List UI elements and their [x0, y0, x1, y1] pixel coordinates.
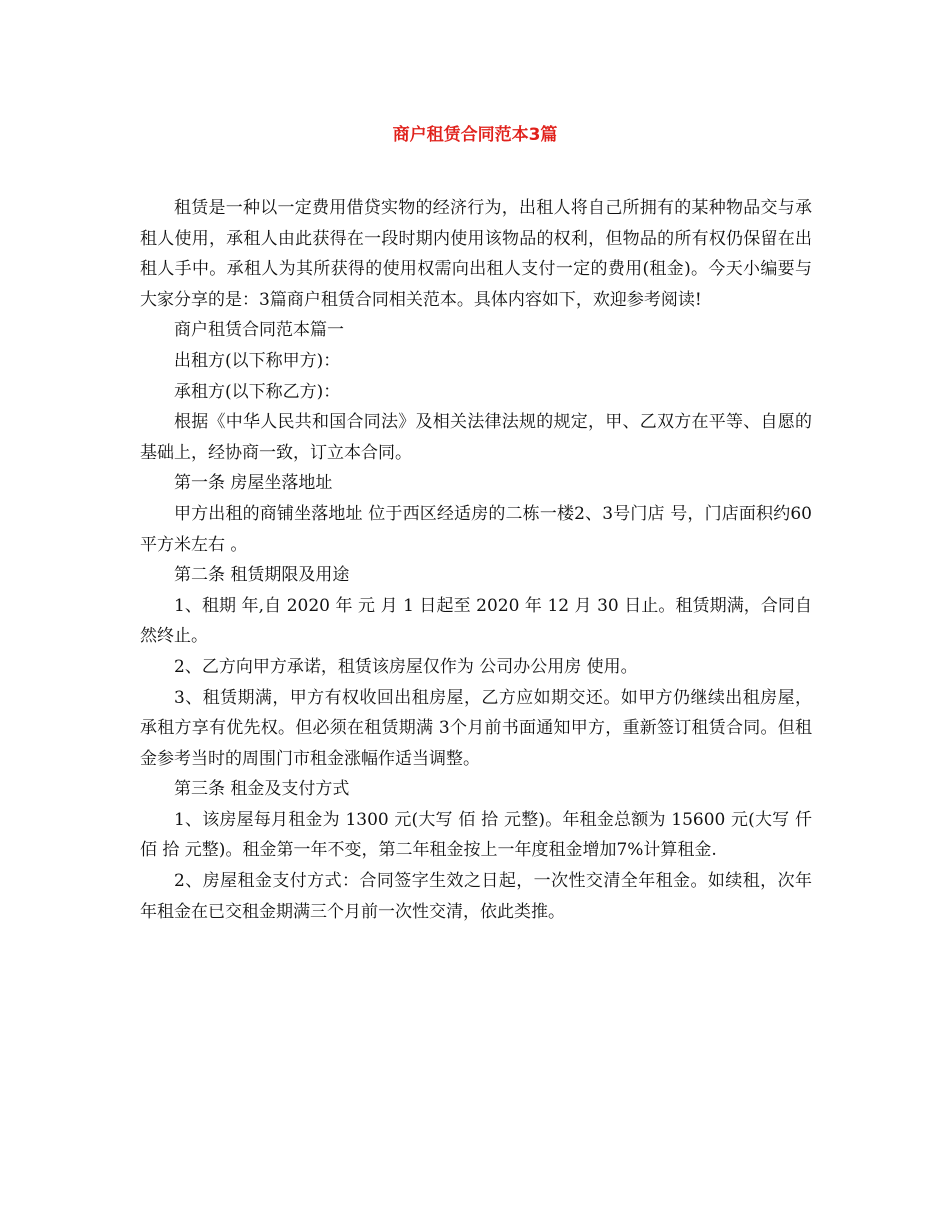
- article-two-clause-2: 2、乙方向甲方承诺，租赁该房屋仅作为 公司办公用房 使用。: [174, 656, 638, 677]
- basis-paragraph: 根据《中华人民共和国合同法》及相关法律法规的规定，甲、乙双方在平等、自愿的基础上，经协商一致，订立本合同。: [140, 412, 812, 463]
- article-three-heading: 第三条 租金及支付方式: [174, 779, 350, 800]
- document-title: 商户租赁合同范本3篇: [392, 125, 558, 145]
- article-two-clause-3: 3、租赁期满，甲方有权收回出租房屋，乙方应如期交还。如甲方仍继续出租房屋，承租方享有优先权。但必须在租赁期满 3个月前书面通知甲方，重新签订租赁合同。但租金参考当时的周围门市租金涨幅作适当调整。: [140, 687, 812, 769]
- article-one-heading: 第一条 房屋坐落地址: [174, 473, 333, 494]
- section-heading-part-one: 商户租赁合同范本篇一: [174, 320, 344, 341]
- intro-paragraph: 租赁是一种以一定费用借贷实物的经济行为，出租人将自己所拥有的某种物品交与承租人使用，承租人由此获得在一段时期内使用该物品的权利，但物品的所有权仍保留在出租人手中。承租人为其所获得的使用权需向出租人支付一定的费用(租金)。今天小编要与大家分享的是：3篇商户租赁合同相关范本。具体内容如下，欢迎参考阅读!: [140, 198, 812, 310]
- article-three-clause-1: 1、该房屋每月租金为 1300 元(大写 佰 拾 元整)。年租金总额为 15600 元(大写 仟 佰 拾 元整)。租金第一年不变，第二年租金按上一年度租金增加7%计算租金.: [140, 809, 812, 861]
- lessee-line: 承租方(以下称乙方)：: [174, 381, 341, 402]
- article-two-heading: 第二条 租赁期限及用途: [174, 565, 350, 586]
- article-one-paragraph: 甲方出租的商铺坐落地址 位于西区经适房的二栋一楼2、3号门店 号，门店面积约60平方米左右 。: [140, 503, 812, 555]
- article-three-clause-2: 2、房屋租金支付方式：合同签字生效之日起，一次性交清全年租金。如续租，次年年租金在已交租金期满三个月前一次性交清，依此类推。: [140, 871, 812, 922]
- lessor-line: 出租方(以下称甲方)：: [174, 350, 341, 371]
- article-two-clause-1: 1、租期 年,自 2020 年 元 月 1 日起至 2020 年 12 月 30 日止。租赁期满，合同自然终止。: [140, 595, 812, 647]
- document-body: [140, 193, 812, 927]
